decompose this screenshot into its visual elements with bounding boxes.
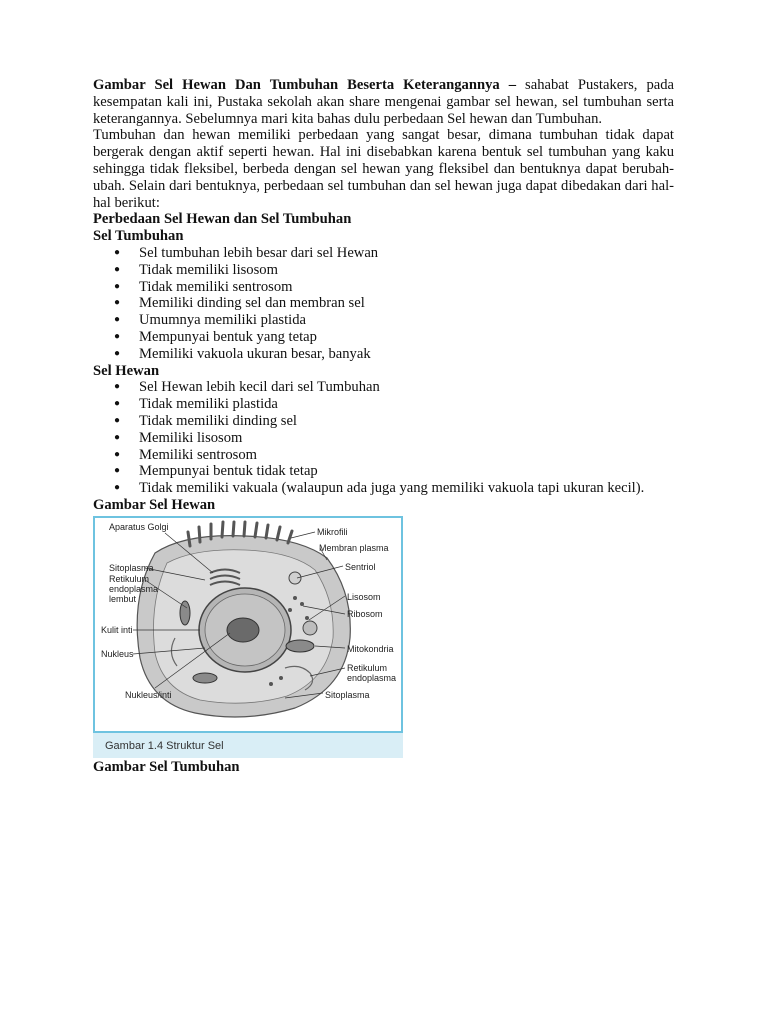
list-item: ● Memiliki vakuola ukuran besar, banyak xyxy=(114,345,371,362)
intro-paragraph xyxy=(93,77,674,127)
label-sitoplasma-top: Sitoplasma xyxy=(109,562,154,573)
heading-gambar-sel-tumbuhan: Gambar Sel Tumbuhan xyxy=(93,758,240,775)
heading-perbedaan: Perbedaan Sel Hewan dan Sel Tumbuhan xyxy=(93,211,352,228)
list-item: ● Sel tumbuhan lebih besar dari sel Hewan xyxy=(114,244,379,261)
list-item: ● Tidak memiliki plastida xyxy=(114,396,278,413)
list-item: ● Tidak memiliki sentrosom xyxy=(114,278,293,295)
label-nukleolus: Nukleus/inti xyxy=(125,689,172,700)
bullet-icon: ● xyxy=(114,431,121,443)
bullet-icon: ● xyxy=(114,381,121,393)
list-item: ● Mempunyai bentuk tidak tetap xyxy=(114,463,318,480)
bullet-icon: ● xyxy=(114,465,121,477)
heading-sel-tumbuhan: Sel Tumbuhan xyxy=(93,228,184,245)
label-membran-plasma: Membran plasma xyxy=(319,542,389,553)
article-body xyxy=(93,77,674,776)
list-item: ● Tidak memiliki dinding sel xyxy=(114,412,297,429)
animal-cell-figure xyxy=(93,516,403,758)
label-mitokondria: Mitokondria xyxy=(347,643,394,654)
list-sel-hewan xyxy=(93,379,674,497)
intro-text: sahabat Pustakers, pada kesempatan kali ini, Pustaka sekolah akan share mengenai gambar sel hewan, sel tumbuhan serta keterangannya. Sebelumnya mari kita bahas dulu perbedaan Sel hewan dan Tumbuhan. xyxy=(93,77,674,127)
comparison-paragraph: Tumbuhan dan hewan memiliki perbedaan yang sangat besar, dimana tumbuhan tidak dapat bergerak dengan aktif seperti hewan. Hal ini disebabkan karena bentuk sel tumbuhan yang kaku sehingga tidak fleksibel, berbeda dengan sel hewan yang fleksibel dan bentuknya dapat berubah-ubah. Selain dari bentuknya, perbedaan sel tumbuhan dan sel hewan juga dapat dibedakan dari hal-hal berikut: xyxy=(93,127,674,211)
heading-sel-hewan: Sel Hewan xyxy=(93,362,160,379)
label-nukleus: Nukleus xyxy=(101,648,134,659)
bullet-icon: ● xyxy=(114,448,121,460)
label-lisosom: Lisosom xyxy=(347,591,381,602)
bullet-icon: ● xyxy=(114,314,121,326)
label-sitoplasma-bottom: Sitoplasma xyxy=(325,689,370,700)
label-kulit-inti: Kulit inti xyxy=(101,624,133,635)
figure-frame xyxy=(93,516,403,733)
label-sentriol: Sentriol xyxy=(345,561,376,572)
list-item: ● Memiliki lisosom xyxy=(114,429,243,446)
list-sel-tumbuhan xyxy=(93,245,674,363)
article-title: Gambar Sel Hewan Dan Tumbuhan Beserta Keterangannya – xyxy=(93,77,516,93)
list-item: ● Umumnya memiliki plastida xyxy=(114,312,306,329)
list-item: ● Mempunyai bentuk yang tetap xyxy=(114,328,317,345)
label-aparatus-golgi: Aparatus Golgi xyxy=(109,521,169,532)
bullet-icon: ● xyxy=(114,330,121,342)
list-item: ● Sel Hewan lebih kecil dari sel Tumbuhan xyxy=(114,379,380,396)
list-item: ● Tidak memiliki lisosom xyxy=(114,261,278,278)
figure-caption-bar xyxy=(93,733,403,758)
bullet-icon: ● xyxy=(114,398,121,410)
bullet-icon: ● xyxy=(114,280,121,292)
bullet-icon: ● xyxy=(114,414,121,426)
label-retikulum-endoplasma: Retikulum endoplasma xyxy=(347,662,397,683)
label-mikrofili: Mikrofili xyxy=(317,526,348,537)
label-retikulum-lembut: Retikulum endoplasma lembut xyxy=(109,573,159,604)
label-ribosom: Ribosom xyxy=(347,608,383,619)
bullet-icon: ● xyxy=(114,482,121,494)
figure-caption: Gambar 1.4 Struktur Sel xyxy=(105,739,224,752)
bullet-icon: ● xyxy=(114,246,121,258)
list-item: ● Tidak memiliki vakuala (walaupun ada juga yang memiliki vakuola tapi ukuran kecil). xyxy=(114,480,645,497)
bullet-icon: ● xyxy=(114,263,121,275)
list-item: ● Memiliki sentrosom xyxy=(114,446,257,463)
bullet-icon: ● xyxy=(114,347,121,359)
bullet-icon: ● xyxy=(114,297,121,309)
list-item: ● Memiliki dinding sel dan membran sel xyxy=(114,295,365,312)
heading-gambar-sel-hewan: Gambar Sel Hewan xyxy=(93,496,216,513)
